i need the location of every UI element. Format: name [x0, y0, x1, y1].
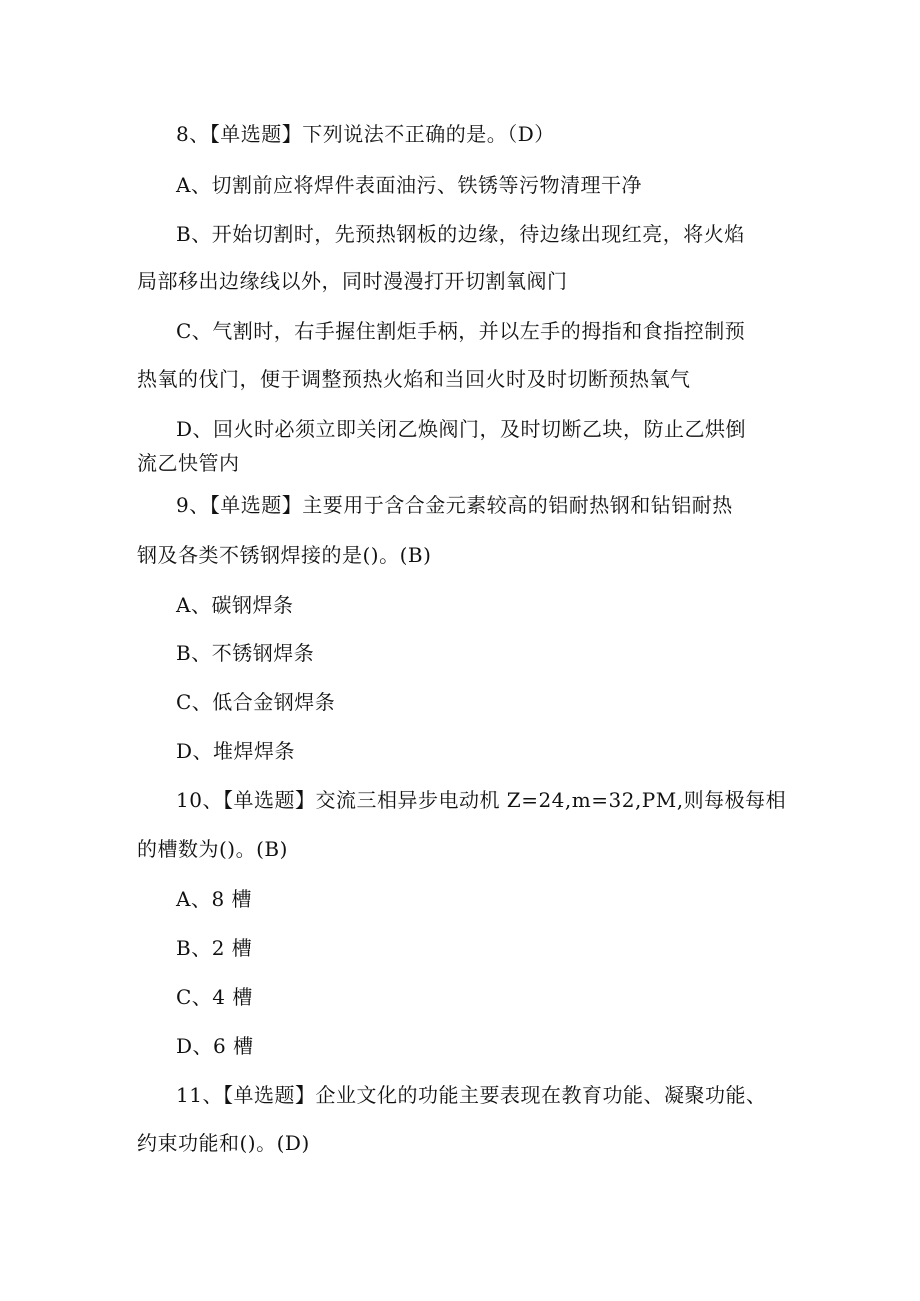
- question-9-stem-cont: 钢及各类不锈钢焊接的是()。(B): [137, 543, 432, 567]
- question-8-stem: 8、【单选题】下列说法不正确的是。（D）: [176, 122, 555, 146]
- question-11-stem: 11、【单选题】企业文化的功能主要表现在教育功能、凝聚功能、: [176, 1083, 767, 1107]
- question-8-option-c-cont: 热氧的伐门，便于调整预热火焰和当回火时及时切断预热氧气: [137, 367, 691, 391]
- question-8-option-d-cont: 流乙快管内: [137, 451, 240, 475]
- question-8-option-b-cont: 局部移出边缘线以外，同时漫漫打开切割氧阀门: [137, 269, 568, 293]
- question-10-option-b: B、2 槽: [176, 936, 253, 960]
- question-8-option-a: A、切割前应将焊件表面油污、铁锈等污物清理干净: [176, 173, 642, 197]
- question-10-option-d: D、6 槽: [176, 1034, 254, 1058]
- question-8-option-b: B、开始切割时，先预热钢板的边缘，待边缘出现红亮，将火焰: [176, 222, 745, 246]
- question-9-option-c: C、低合金钢焊条: [176, 690, 336, 714]
- question-10-option-c: C、4 槽: [176, 985, 253, 1009]
- question-8-option-d: D、回火时必须立即关闭乙焕阀门，及时切断乙块，防止乙烘倒: [176, 417, 747, 441]
- question-9-option-a: A、碳钢焊条: [176, 593, 294, 617]
- question-10-stem-cont: 的槽数为()。(B): [137, 837, 288, 861]
- question-9-option-d: D、堆焊焊条: [176, 739, 296, 763]
- question-10-option-a: A、8 槽: [176, 887, 253, 911]
- question-9-stem: 9、【单选题】主要用于含合金元素较高的铝耐热钢和钻铝耐热: [176, 493, 733, 517]
- question-10-stem: 10、【单选题】交流三相异步电动机 Z=24,m=32,PM,则每极每相: [176, 788, 787, 812]
- question-11-stem-cont: 约束功能和()。(D): [137, 1131, 310, 1155]
- question-9-option-b: B、不锈钢焊条: [176, 641, 315, 665]
- question-8-option-c: C、气割时，右手握住割炬手柄，并以左手的拇指和食指控制预: [176, 319, 746, 343]
